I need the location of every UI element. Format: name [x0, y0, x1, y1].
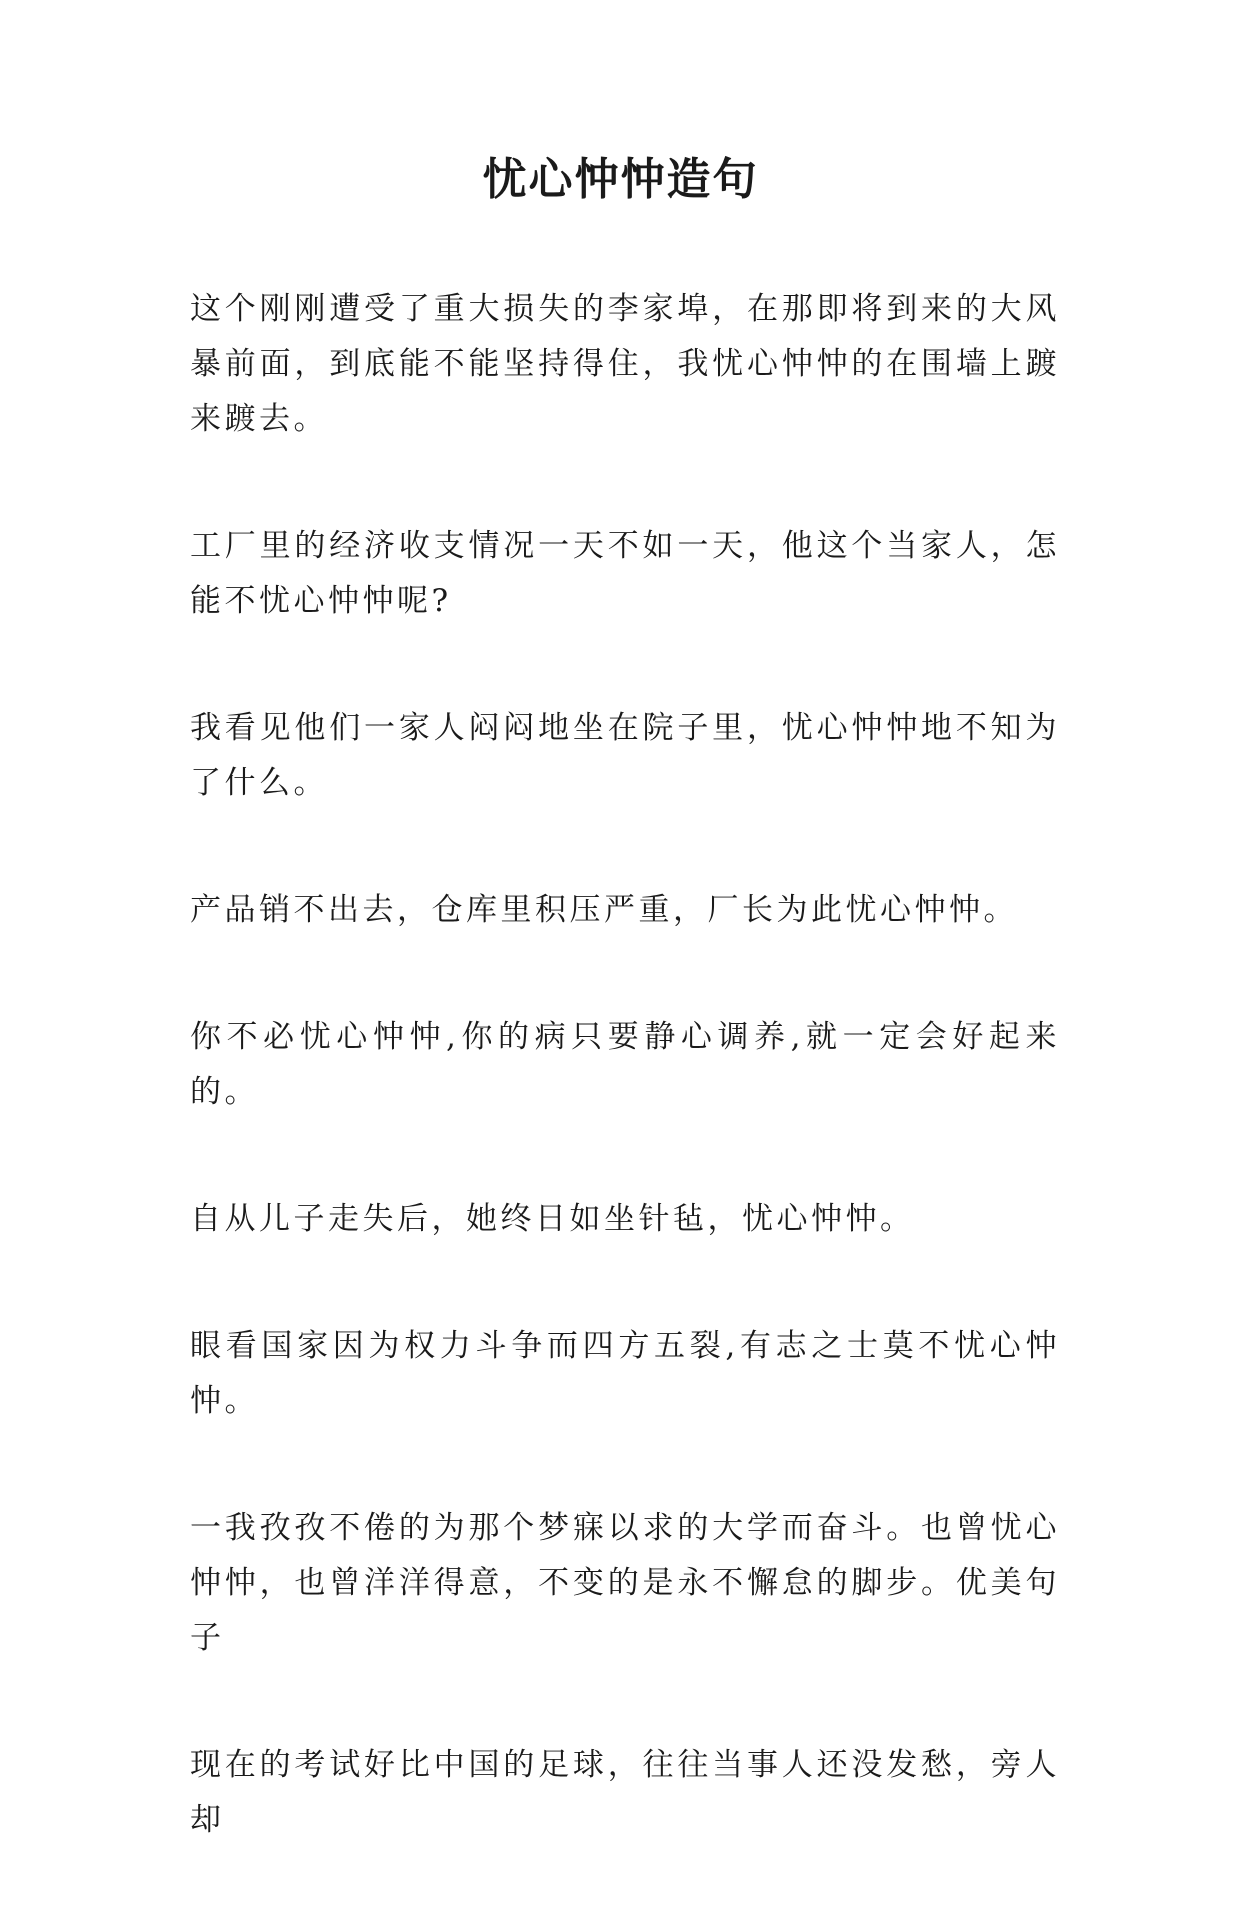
sentence-paragraph: 现在的考试好比中国的足球，往往当事人还没发愁，旁人却 [190, 1747, 1060, 1838]
sentence-paragraph: 产品销不出去，仓库里积压严重，厂长为此忧心忡忡。 [190, 892, 1018, 928]
page-title: 忧心忡忡造句 [482, 154, 759, 205]
sentence-paragraph: 这个刚刚遭受了重大损失的李家埠，在那即将到来的大风暴前面，到底能不能坚持得住，我忧心忡忡的在围墙上踱来踱去。 [190, 291, 1060, 437]
sentence-paragraph: 眼看国家因为权力斗争而四方五裂,有志之士莫不忧心忡忡。 [190, 1328, 1060, 1419]
sentence-paragraph: 工厂里的经济收支情况一天不如一天，他这个当家人，怎能不忧心忡忡呢? [190, 528, 1060, 619]
sentence-paragraph: 自从儿子走失后，她终日如坐针毡，忧心忡忡。 [190, 1201, 915, 1237]
sentence-paragraph: 你不必忧心忡忡,你的病只要静心调养,就一定会好起来的。 [190, 1019, 1060, 1110]
sentence-paragraph: 我看见他们一家人闷闷地坐在院子里，忧心忡忡地不知为了什么。 [190, 710, 1060, 801]
document-body [190, 282, 1060, 1920]
sentence-paragraph: 一我孜孜不倦的为那个梦寐以求的大学而奋斗。也曾忧心忡忡，也曾洋洋得意，不变的是永不懈怠的脚步。优美句子 [190, 1510, 1060, 1656]
